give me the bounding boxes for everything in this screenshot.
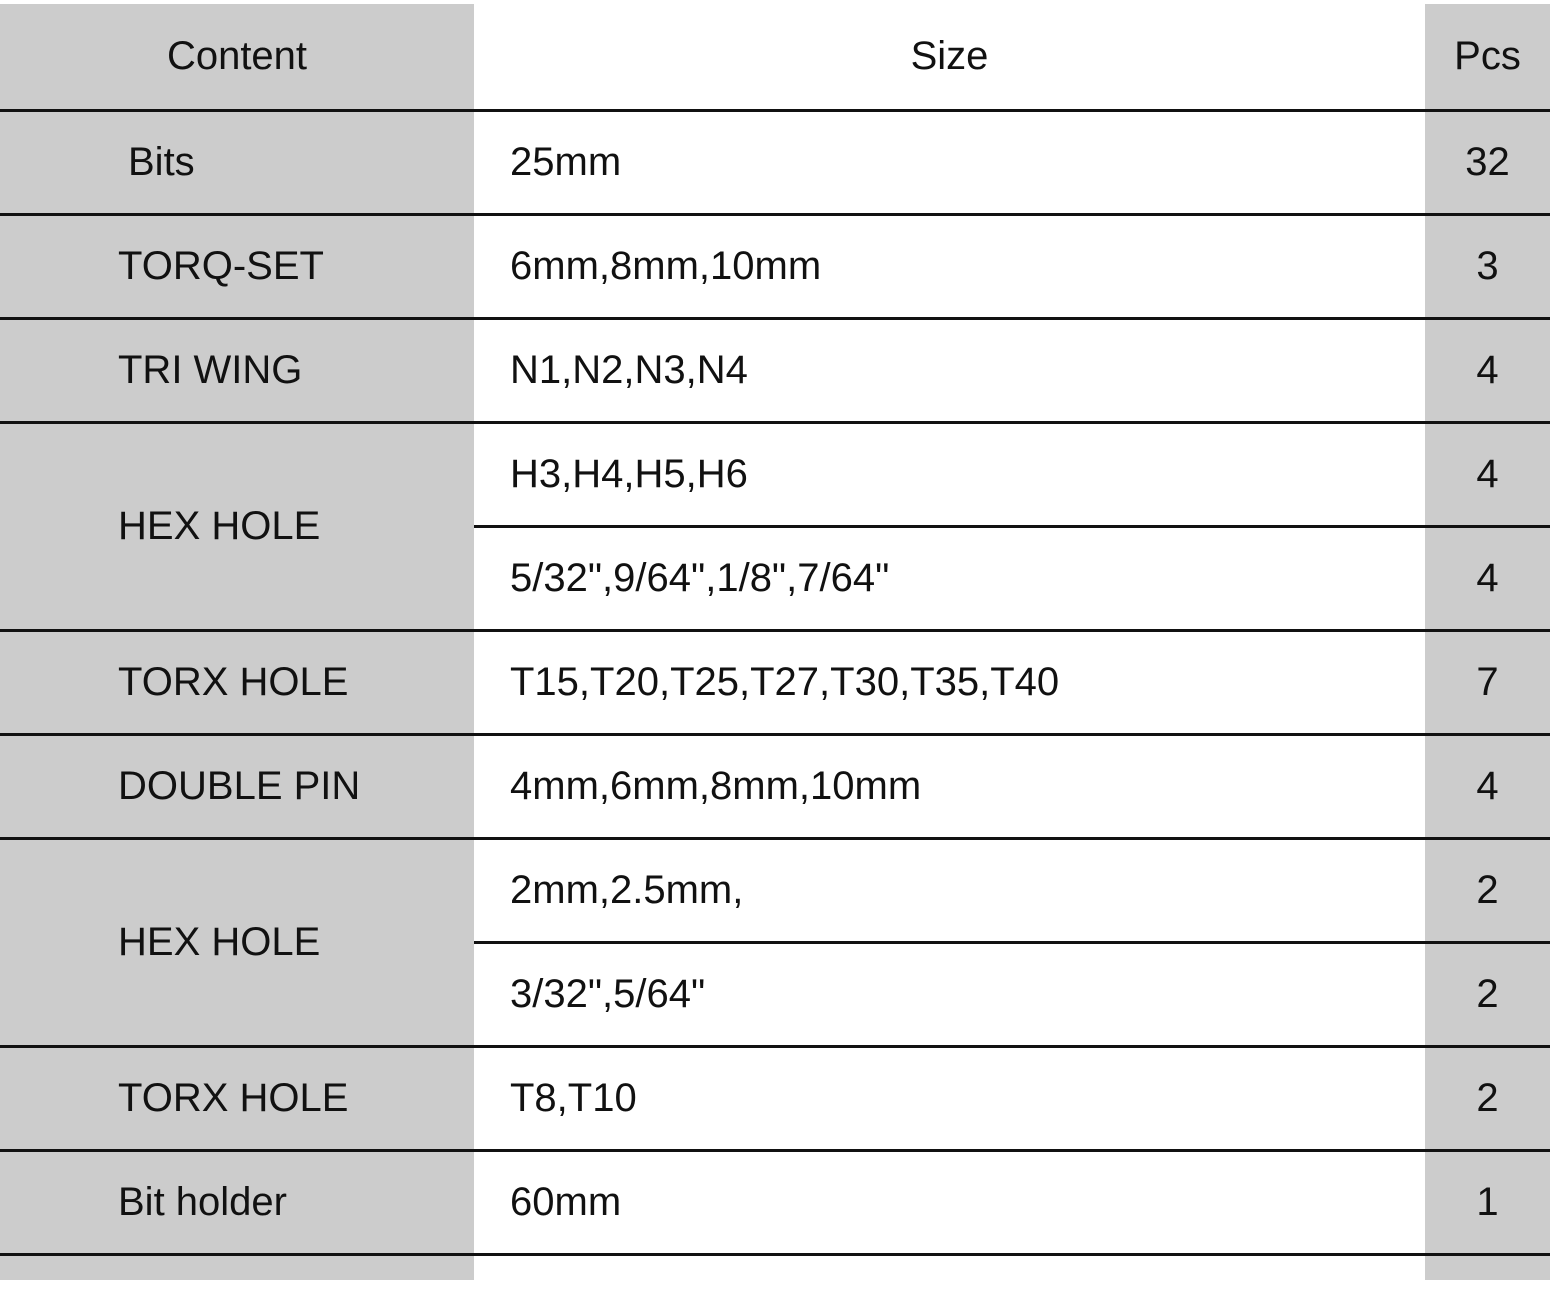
- content-cell: Bits: [0, 110, 474, 214]
- pcs-cell: 7: [1425, 630, 1550, 734]
- size-cell: 3/32",5/64": [474, 942, 1425, 1046]
- table-row: [0, 422, 1550, 526]
- content-cell: Bit holder: [0, 1150, 474, 1254]
- header-content: Content: [0, 4, 474, 110]
- table-row: [0, 110, 1550, 214]
- content-cell: DOUBLE PIN: [0, 734, 474, 838]
- size-cell: T15,T20,T25,T27,T30,T35,T40: [474, 630, 1425, 734]
- pcs-cell: 4: [1425, 422, 1550, 526]
- pcs-cell: 2: [1425, 1046, 1550, 1150]
- table-row: [0, 1046, 1550, 1150]
- table-row: [0, 838, 1550, 942]
- content-cell: TORQ-SET: [0, 214, 474, 318]
- pcs-cell: 2: [1425, 838, 1550, 942]
- header-pcs: Pcs: [1425, 4, 1550, 110]
- size-cell: 25mm: [474, 110, 1425, 214]
- size-cell: 6mm,8mm,10mm: [474, 214, 1425, 318]
- size-cell: H3,H4,H5,H6: [474, 422, 1425, 526]
- content-cell: TRI WING: [0, 318, 474, 422]
- size-cell: 5/32",9/64",1/8",7/64": [474, 526, 1425, 630]
- pcs-cell: 4: [1425, 734, 1550, 838]
- size-cell: 2mm,2.5mm,: [474, 838, 1425, 942]
- content-cell: TORX HOLE: [0, 1046, 474, 1150]
- pcs-cell: 32: [1425, 110, 1550, 214]
- content-cell-merged: HEX HOLE: [0, 422, 474, 630]
- pcs-cell: 2: [1425, 942, 1550, 1046]
- content-cell: TORX HOLE: [0, 630, 474, 734]
- table-row: [0, 1150, 1550, 1254]
- table-row: [0, 318, 1550, 422]
- content-cell-merged: HEX HOLE: [0, 838, 474, 1046]
- pcs-cell: 4: [1425, 526, 1550, 630]
- size-cell: 4mm,6mm,8mm,10mm: [474, 734, 1425, 838]
- header-size: Size: [474, 4, 1425, 110]
- table-row: [0, 734, 1550, 838]
- size-cell: N1,N2,N3,N4: [474, 318, 1425, 422]
- pcs-cell: 3: [1425, 214, 1550, 318]
- size-cell: T8,T10: [474, 1046, 1425, 1150]
- size-cell: 60mm: [474, 1150, 1425, 1254]
- header-row: [0, 4, 1550, 110]
- contents-table: [0, 4, 1550, 1256]
- table-row: [0, 630, 1550, 734]
- pcs-cell: 4: [1425, 318, 1550, 422]
- table-row: [0, 214, 1550, 318]
- pcs-cell: 1: [1425, 1150, 1550, 1254]
